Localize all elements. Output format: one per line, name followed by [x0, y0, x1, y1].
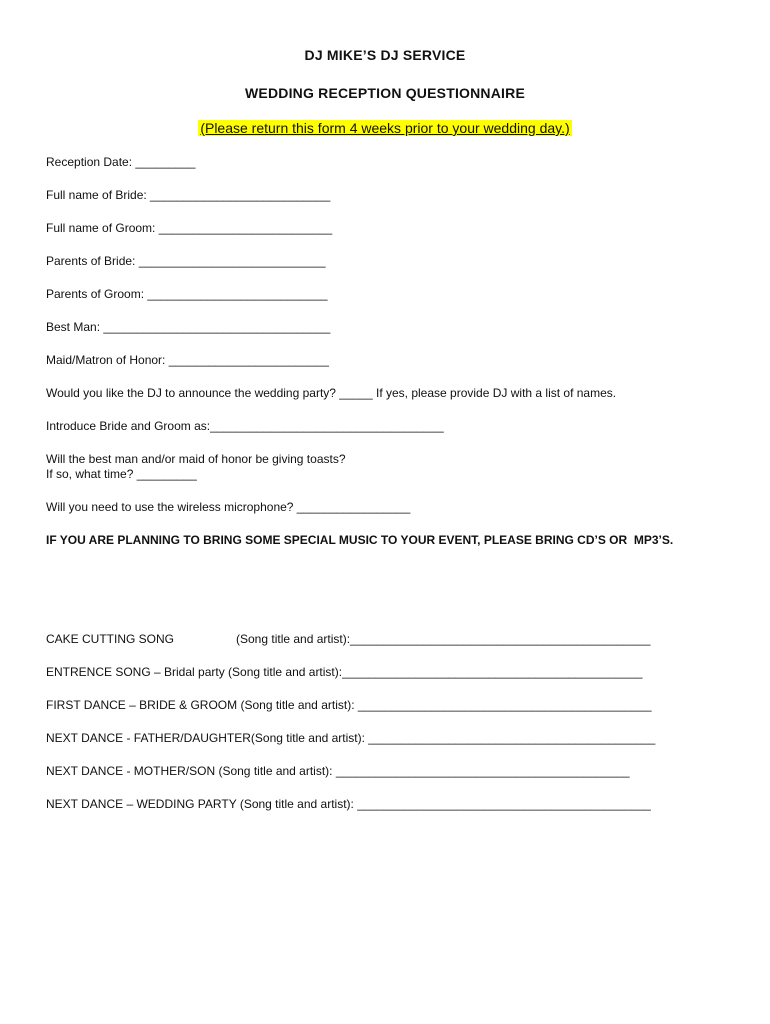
cake-song-field[interactable]: (Song title and artist):_____________________________________________ — [236, 632, 651, 646]
bride-parents-field[interactable]: Parents of Bride: ____________________________ — [46, 254, 326, 268]
reception-date-field[interactable]: Reception Date: _________ — [46, 155, 196, 169]
music-notice: IF YOU ARE PLANNING TO BRING SOME SPECIAL MUSIC TO YOUR EVENT, PLEASE BRING CD’S OR MP3’S. — [46, 533, 674, 547]
toast-time-field[interactable]: If so, what time? _________ — [46, 467, 197, 481]
first-dance-field[interactable]: FIRST DANCE – BRIDE & GROOM (Song title and artist): ____________________________________________ — [46, 698, 652, 712]
wedding-party-field[interactable]: NEXT DANCE – WEDDING PARTY (Song title and artist): ____________________________________________ — [46, 797, 651, 811]
groom-parents-field[interactable]: Parents of Groom: ___________________________ — [46, 287, 328, 301]
maid-of-honor-field[interactable]: Maid/Matron of Honor: ________________________ — [46, 353, 329, 367]
introduce-as-field[interactable]: Introduce Bride and Groom as:___________________________________ — [46, 419, 444, 433]
bride-name-field[interactable]: Full name of Bride: ___________________________ — [46, 188, 331, 202]
wireless-mic-field[interactable]: Will you need to use the wireless microphone? _________________ — [46, 500, 411, 514]
announce-party-field[interactable]: Would you like the DJ to announce the wedding party? _____ If yes, please provide DJ with a list of names. — [46, 386, 617, 400]
cake-song-label: CAKE CUTTING SONG — [46, 632, 175, 646]
mother-son-field[interactable]: NEXT DANCE - MOTHER/SON (Song title and artist): ____________________________________________ — [46, 764, 630, 778]
groom-name-field[interactable]: Full name of Groom: __________________________ — [46, 221, 333, 235]
father-daughter-field[interactable]: NEXT DANCE - FATHER/DAUGHTER(Song title and artist): ___________________________________________ — [46, 731, 656, 745]
toasts-question: Will the best man and/or maid of honor be giving toasts? — [46, 452, 346, 466]
return-note-wrap — [0, 120, 770, 138]
best-man-field[interactable]: Best Man: __________________________________ — [46, 320, 331, 334]
entrance-song-field[interactable]: ENTRENCE SONG – Bridal party (Song title and artist):_____________________________________________ — [46, 665, 643, 679]
return-note: (Please return this form 4 weeks prior to your wedding day.) — [200, 120, 570, 136]
company-title: DJ MIKE’S DJ SERVICE — [304, 47, 466, 63]
form-title: WEDDING RECEPTION QUESTIONNAIRE — [245, 85, 525, 101]
